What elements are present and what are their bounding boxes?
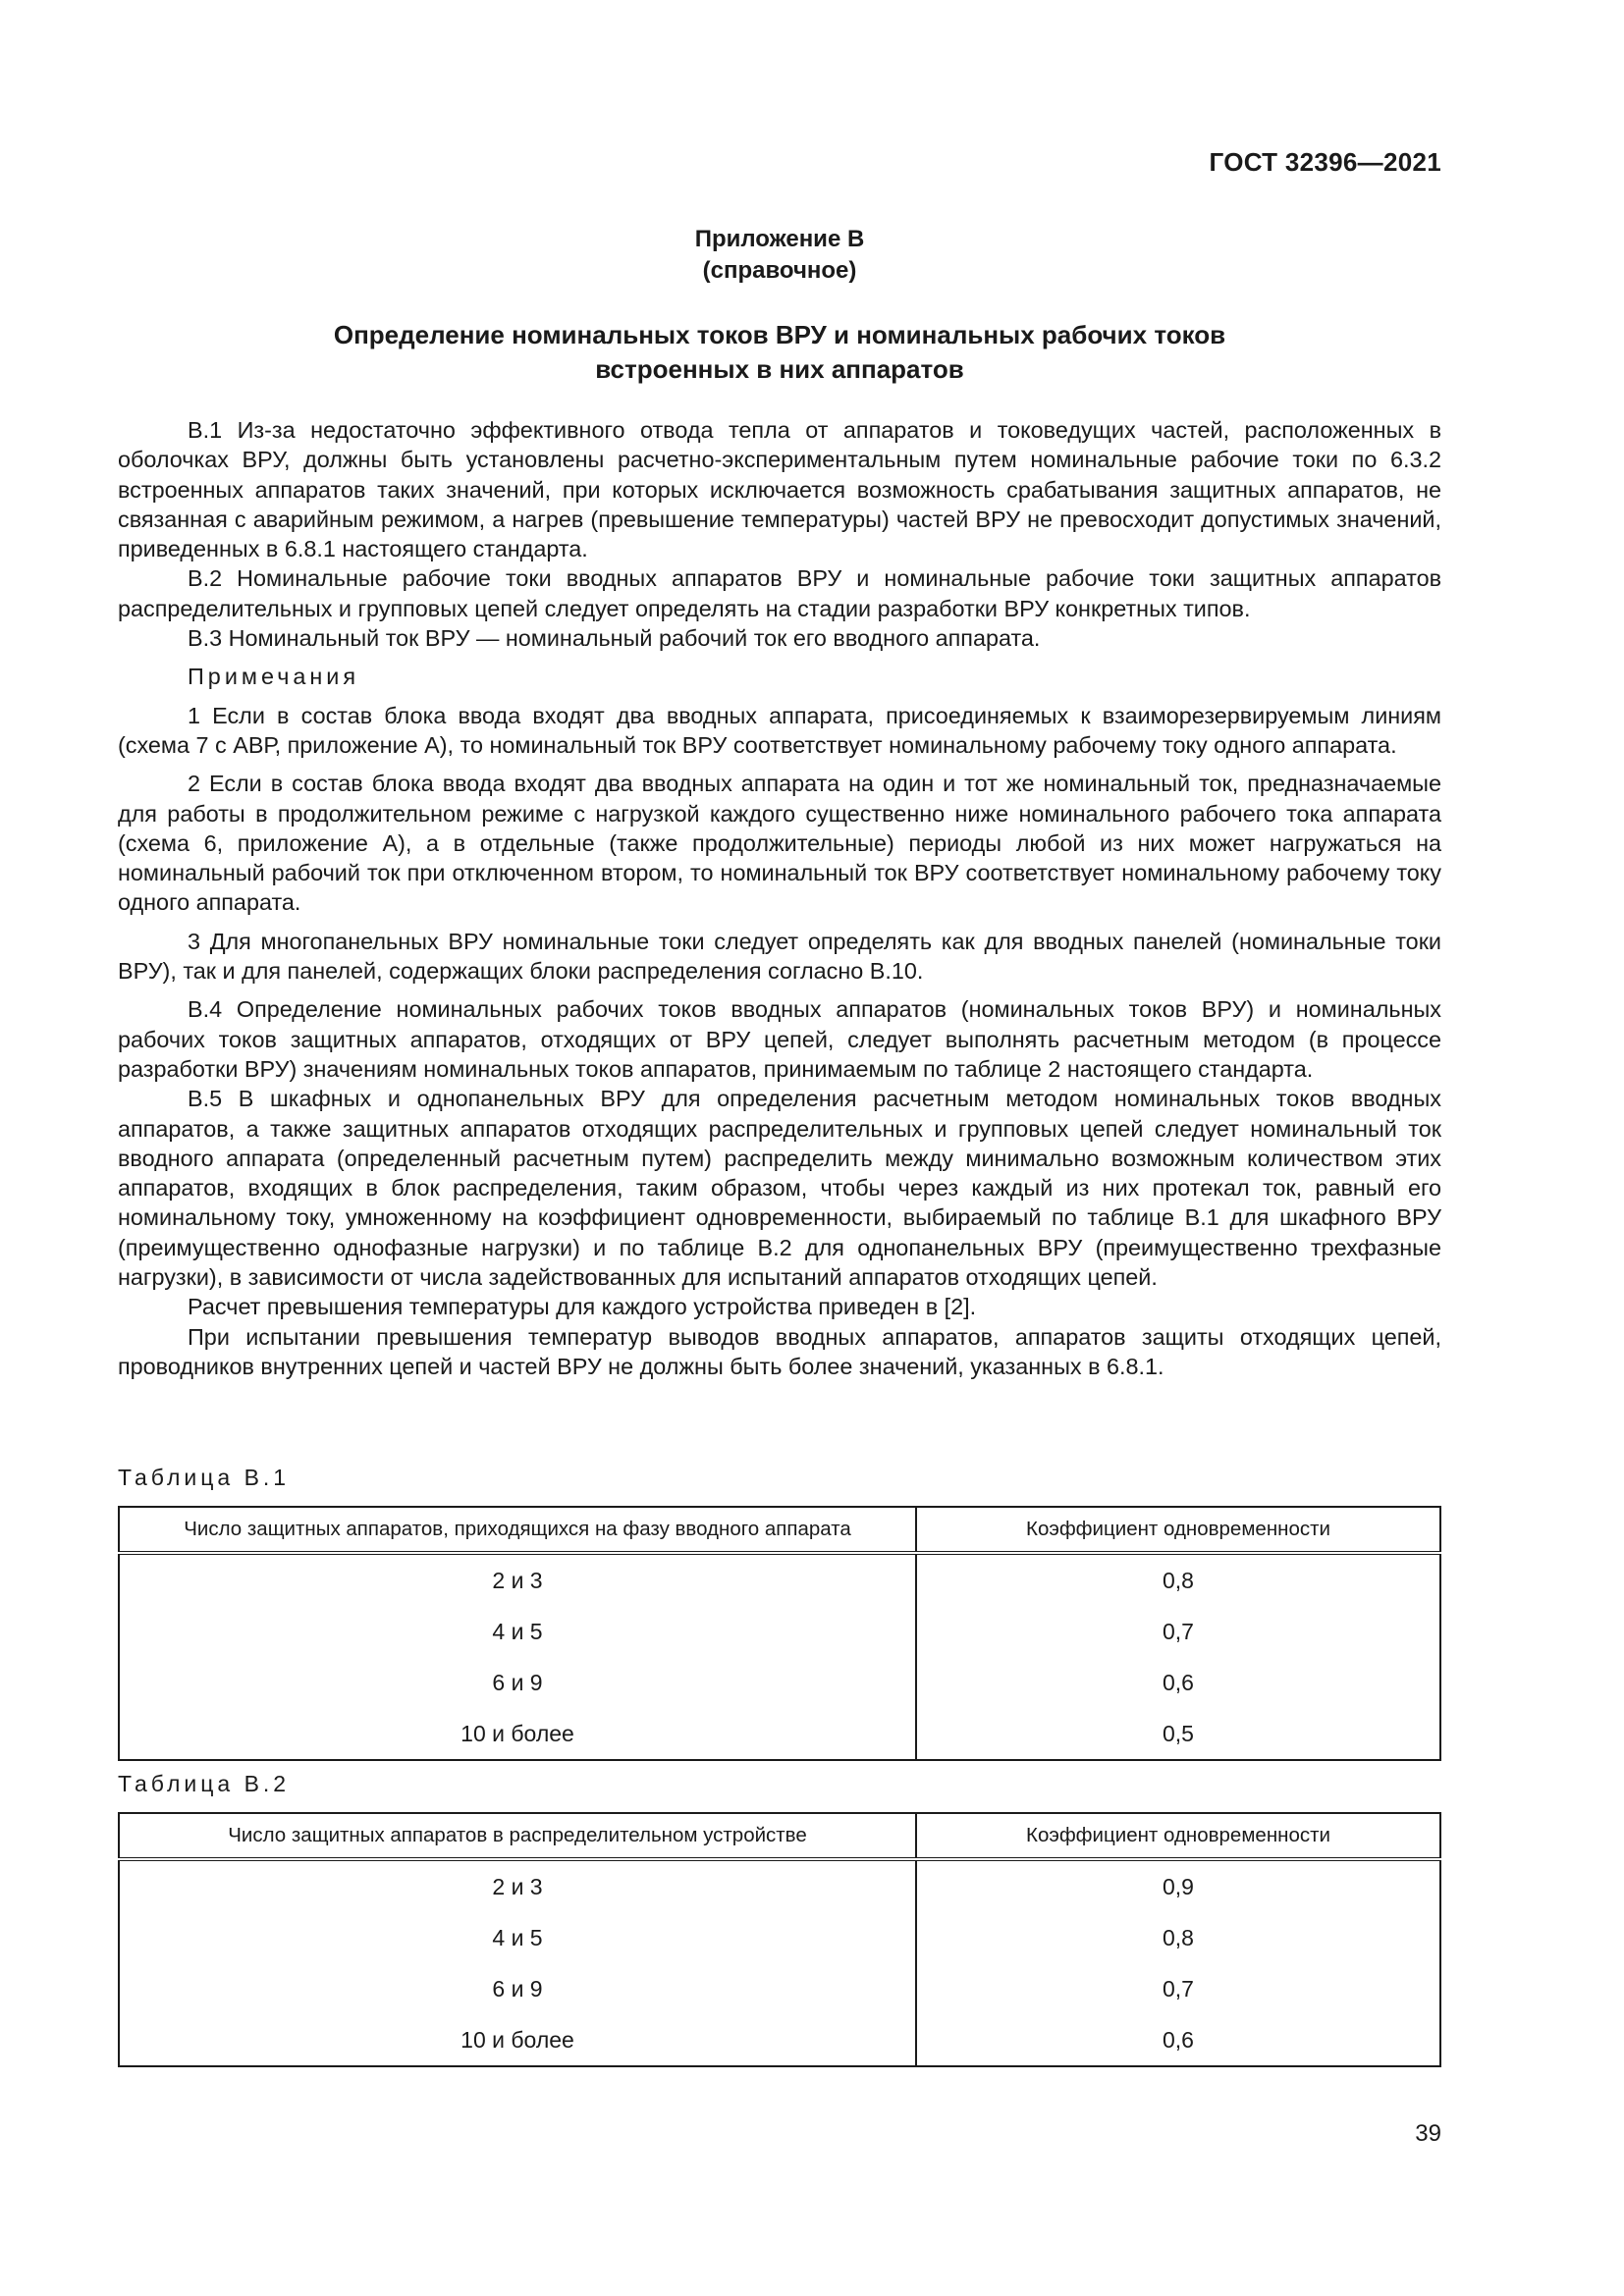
table-row (119, 1963, 1440, 2014)
table-b2-caption: Таблица В.2 (118, 1771, 291, 1796)
cell-count: 4 и 5 (119, 1606, 916, 1657)
appendix-type: (справочное) (702, 257, 857, 284)
page-number: 39 (1415, 2120, 1441, 2147)
table-row (119, 1912, 1440, 1963)
cell-coefficient: 0,8 (916, 1912, 1440, 1963)
standard-number: ГОСТ 32396—2021 (1209, 147, 1441, 177)
column-header-coefficient: Коэффициент одновременности (916, 1507, 1440, 1553)
table-header-row (119, 1507, 1440, 1553)
table-b1-caption: Таблица В.1 (118, 1465, 291, 1490)
notes-heading: Примечания (188, 664, 360, 690)
cell-coefficient: 0,6 (916, 1657, 1440, 1708)
cell-count: 10 и более (119, 1708, 916, 1760)
column-header-count: Число защитных аппаратов, приходящихся на фазу вводного аппарата (119, 1507, 916, 1553)
note-3: 3 Для многопанельных ВРУ номинальные токи следует определять как для вводных панелей (номинальные токи ВРУ), так и для панелей, содержащих блоки распределения согласно В.10. (118, 928, 1441, 985)
section-title (118, 318, 1441, 387)
table-row (119, 1708, 1440, 1760)
table-b2 (118, 1812, 1441, 2067)
table-row (119, 2014, 1440, 2066)
cell-coefficient: 0,9 (916, 1859, 1440, 1912)
table-header-row (119, 1813, 1440, 1859)
table-row (119, 1859, 1440, 1912)
appendix-label: Приложение В (694, 226, 865, 252)
body-text (118, 415, 1441, 1381)
cell-count: 4 и 5 (119, 1912, 916, 1963)
paragraph-calc: Расчет превышения температуры для каждого устройства приведен в [2]. (188, 1294, 977, 1320)
table-row (119, 1553, 1440, 1606)
paragraph-tests: При испытании превышения температур выводов вводных аппаратов, аппаратов защиты отходящих цепей, проводников внутренних цепей и частей ВРУ не должны быть более значений, указанных в 6.8.1. (118, 1323, 1441, 1379)
table-b1 (118, 1506, 1441, 1761)
paragraph-b3: В.3 Номинальный ток ВРУ — номинальный рабочий ток его вводного аппарата. (188, 625, 1041, 652)
paragraph-b4: В.4 Определение номинальных рабочих токов вводных аппаратов (номинальных токов ВРУ) и номинальных рабочих токов защитных аппаратов, отходящих от ВРУ цепей, следует выполнять расчетным методом (в процессе разработки ВРУ) значениям номинальных токов аппаратов, принимаемым по таблице 2 настоящего стандарта. (118, 996, 1441, 1082)
table-row (119, 1657, 1440, 1708)
column-header-coefficient: Коэффициент одновременности (916, 1813, 1440, 1859)
paragraph-b1: В.1 Из-за недостаточно эффективного отвода тепла от аппаратов и токоведущих частей, расположенных в оболочках ВРУ, должны быть установлены расчетно-экспериментальным путем номинальные рабочие токи по 6.3.2 встроенных аппаратов таких значений, при которых исключается возможность срабатывания защитных аппаратов, не связанная с аварийным режимом, а нагрев (превышение температуры) частей ВРУ не превосходит допустимых значений, приведенных в 6.8.1 настоящего стандарта. (118, 417, 1441, 562)
cell-coefficient: 0,8 (916, 1553, 1440, 1606)
note-2: 2 Если в состав блока ввода входят два вводных аппарата на один и тот же номинальный ток, предназначаемые для работы в продолжительном режиме с нагрузкой каждого существенно ниже номинального рабочего тока аппарата (схема 6, приложение А), а в отдельные (также продолжительные) периоды любой из них может нагружаться на номинальный рабочий ток при отключенном втором, то номинальный ток ВРУ соответствует номинальному рабочему току одного аппарата. (118, 771, 1441, 916)
paragraph-b2: В.2 Номинальные рабочие токи вводных аппаратов ВРУ и номинальные рабочие токи защитных аппаратов распределительных и групповых цепей следует определять на стадии разработки ВРУ конкретных типов. (118, 565, 1441, 621)
section-title-line-1: Определение номинальных токов ВРУ и номинальных рабочих токов (333, 320, 1226, 349)
paragraph-b5: В.5 В шкафных и однопанельных ВРУ для определения расчетным методом номинальных токов вводных аппаратов, а также защитных аппаратов отходящих распределительных и групповых цепей следует номинальный ток вводного аппарата (определенный расчетным путем) распределить между минимально возможным количеством этих аппаратов, входящих в блок распределения, таким образом, чтобы через каждый из них протекал ток, равный его номинальному току, умноженному на коэффициент одновременности, выбираемый по таблице В.1 для шкафного ВРУ (преимущественно однофазные нагрузки) и по таблице В.2 для однопанельных ВРУ (преимущественно трехфазные нагрузки), в зависимости от числа задействованных для испытаний аппаратов отходящих цепей. (118, 1086, 1441, 1291)
cell-count: 10 и более (119, 2014, 916, 2066)
cell-coefficient: 0,7 (916, 1963, 1440, 2014)
cell-count: 2 и 3 (119, 1859, 916, 1912)
column-header-count: Число защитных аппаратов в распределительном устройстве (119, 1813, 916, 1859)
cell-coefficient: 0,5 (916, 1708, 1440, 1760)
cell-count: 6 и 9 (119, 1657, 916, 1708)
section-title-line-2: встроенных в них аппаратов (595, 354, 964, 384)
note-1: 1 Если в состав блока ввода входят два вводных аппарата, присоединяемых к взаиморезервируемым линиям (схема 7 с АВР, приложение А), то номинальный ток ВРУ соответствует номинальному рабочему току одного аппарата. (118, 702, 1441, 758)
cell-coefficient: 0,6 (916, 2014, 1440, 2066)
cell-count: 6 и 9 (119, 1963, 916, 2014)
table-row (119, 1606, 1440, 1657)
cell-count: 2 и 3 (119, 1553, 916, 1606)
cell-coefficient: 0,7 (916, 1606, 1440, 1657)
document-page (118, 0, 1441, 2296)
